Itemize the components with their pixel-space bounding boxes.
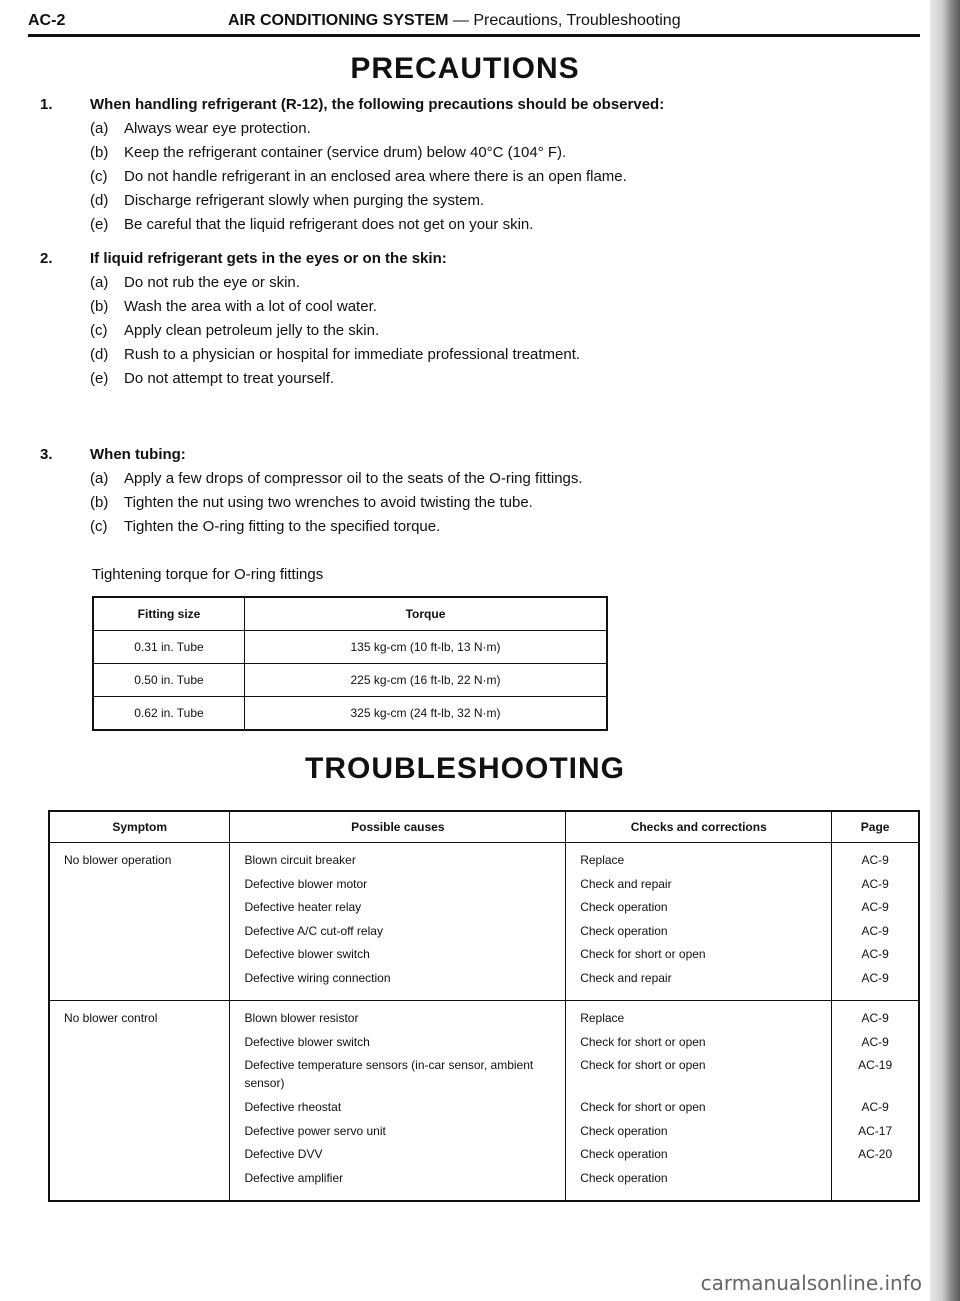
possible-cause: Blown blower resistor <box>244 1011 359 1025</box>
possible-cause: Defective wiring connection <box>244 970 391 985</box>
check-correction-cell <box>566 1001 832 1202</box>
item-text: Be careful that the liquid refrigerant does not get on your skin. <box>124 216 534 233</box>
page-header <box>28 12 920 36</box>
item-label: (c) <box>90 518 108 535</box>
item-text: Tighten the nut using two wrenches to avoid twisting the tube. <box>124 494 533 511</box>
torque-header-torque: Torque <box>245 597 608 631</box>
check-correction: Check for short or open <box>580 1058 706 1072</box>
watermark: carmanualsonline.info <box>700 1271 922 1295</box>
header-title-main: AIR CONDITIONING SYSTEM <box>228 12 449 29</box>
page-ref: AC-9 <box>861 900 889 914</box>
precaution-item <box>90 494 900 518</box>
check-correction: Check operation <box>580 1170 668 1185</box>
precaution-item <box>90 216 900 240</box>
precaution-item <box>90 274 900 298</box>
torque-fitting-size: 0.62 in. Tube <box>93 697 245 731</box>
possible-cause: Defective blower switch <box>244 947 370 961</box>
item-label: (b) <box>90 494 109 511</box>
symptom-group <box>49 1001 919 1202</box>
symptom-cell <box>49 843 230 1001</box>
torque-caption: Tightening torque for O-ring fittings <box>92 566 324 583</box>
torque-value: 135 kg-cm (10 ft-lb, 13 N·m) <box>245 631 608 664</box>
page-ref: AC-9 <box>861 947 889 961</box>
troubleshooting-body <box>49 843 919 1202</box>
torque-header-row <box>93 597 607 631</box>
possible-cause: Defective DVV <box>244 1147 323 1161</box>
check-correction: Check and repair <box>580 970 672 985</box>
item-text: Apply clean petroleum jelly to the skin. <box>124 322 380 339</box>
check-correction: Replace <box>580 1011 625 1025</box>
precaution-item <box>90 370 900 394</box>
page-ref: AC-9 <box>861 970 889 985</box>
header-title <box>228 12 681 30</box>
page-ref-cell <box>832 843 919 1001</box>
item-text: Do not attempt to treat yourself. <box>124 370 335 387</box>
item-label: (d) <box>90 346 109 363</box>
precaution-item <box>90 322 900 346</box>
section-number: 2. <box>40 250 53 267</box>
scan-edge-shadow <box>930 0 960 1301</box>
section-number: 1. <box>40 96 53 113</box>
possible-cause-cell <box>230 1001 566 1202</box>
item-text: Always wear eye protection. <box>124 120 311 137</box>
precaution-section <box>40 250 900 394</box>
page-ref: AC-9 <box>861 853 889 867</box>
check-correction: Check for short or open <box>580 1034 706 1049</box>
symptom-text: No blower control <box>64 1011 158 1025</box>
troubleshooting-heading: TROUBLESHOOTING <box>305 752 625 785</box>
possible-cause: Defective A/C cut-off relay <box>244 923 383 938</box>
section-title: If liquid refrigerant gets in the eyes or on the skin: <box>90 250 447 267</box>
section-heading <box>40 250 900 274</box>
torque-row <box>93 664 607 697</box>
item-label: (e) <box>90 370 109 387</box>
possible-cause: Defective heater relay <box>244 900 362 914</box>
symptom-cell <box>49 1001 230 1202</box>
possible-cause: Defective rheostat <box>244 1100 342 1114</box>
precaution-item <box>90 168 900 192</box>
item-label: (a) <box>90 120 109 137</box>
header-rule <box>28 34 920 37</box>
page-ref: AC-19 <box>858 1058 893 1072</box>
page-ref: AC-17 <box>858 1123 893 1138</box>
header-symptom: Symptom <box>49 811 230 843</box>
item-label: (c) <box>90 168 108 185</box>
troubleshooting-table <box>48 810 920 1202</box>
page-ref: AC-9 <box>861 923 889 938</box>
possible-cause: Defective amplifier <box>244 1170 344 1185</box>
possible-cause: Defective power servo unit <box>244 1123 386 1138</box>
header-subtitle: — Precautions, Troubleshooting <box>448 12 681 29</box>
possible-cause-cell <box>230 843 566 1001</box>
section-number: 3. <box>40 446 53 463</box>
torque-header-fitting: Fitting size <box>93 597 245 631</box>
item-label: (b) <box>90 144 109 161</box>
check-correction: Check and repair <box>580 876 672 891</box>
troubleshooting-header-row <box>49 811 919 843</box>
symptom-text: No blower operation <box>64 853 172 867</box>
item-label: (d) <box>90 192 109 209</box>
precautions-heading: PRECAUTIONS <box>350 52 580 85</box>
check-correction: Check operation <box>580 1123 668 1138</box>
item-label: (b) <box>90 298 109 315</box>
section-title: When handling refrigerant (R-12), the following precautions should be observed: <box>90 96 665 113</box>
item-label: (c) <box>90 322 108 339</box>
item-text: Wash the area with a lot of cool water. <box>124 298 377 315</box>
check-correction: Check operation <box>580 1147 668 1161</box>
item-text: Do not rub the eye or skin. <box>124 274 300 291</box>
symptom-group <box>49 843 919 1001</box>
check-correction: Check for short or open <box>580 1100 706 1114</box>
possible-cause: Blown circuit breaker <box>244 853 356 867</box>
precaution-section <box>40 446 900 542</box>
check-correction-cell <box>566 843 832 1001</box>
precaution-section <box>40 96 900 240</box>
precaution-item <box>90 470 900 494</box>
item-label: (a) <box>90 274 109 291</box>
check-correction: Replace <box>580 853 625 867</box>
precaution-item <box>90 120 900 144</box>
torque-fitting-size: 0.31 in. Tube <box>93 631 245 664</box>
page-ref: AC-9 <box>861 1100 889 1114</box>
header-checks: Checks and corrections <box>566 811 832 843</box>
page-ref: AC-20 <box>858 1147 893 1161</box>
precaution-item <box>90 346 900 370</box>
torque-row <box>93 631 607 664</box>
page-ref-cell <box>832 1001 919 1202</box>
item-text: Discharge refrigerant slowly when purging the system. <box>124 192 485 209</box>
torque-row <box>93 697 607 731</box>
torque-value: 325 kg-cm (24 ft-lb, 32 N·m) <box>245 697 608 731</box>
page-ref: AC-9 <box>861 1011 889 1025</box>
precaution-item <box>90 518 900 542</box>
item-text: Do not handle refrigerant in an enclosed area where there is an open flame. <box>124 168 627 185</box>
section-title: When tubing: <box>90 446 186 463</box>
item-label: (a) <box>90 470 109 487</box>
item-label: (e) <box>90 216 109 233</box>
item-text: Keep the refrigerant container (service drum) below 40°C (104° F). <box>124 144 567 161</box>
check-correction: Check operation <box>580 900 668 914</box>
item-text: Apply a few drops of compressor oil to the seats of the O-ring fittings. <box>124 470 583 487</box>
check-correction: Check for short or open <box>580 947 706 961</box>
torque-value: 225 kg-cm (16 ft-lb, 22 N·m) <box>245 664 608 697</box>
precaution-item <box>90 192 900 216</box>
header-page: Page <box>832 811 919 843</box>
check-correction: Check operation <box>580 923 668 938</box>
torque-fitting-size: 0.50 in. Tube <box>93 664 245 697</box>
precaution-item <box>90 144 900 168</box>
possible-cause: Defective blower motor <box>244 876 368 891</box>
possible-cause: Defective blower switch <box>244 1034 370 1049</box>
section-heading <box>40 446 900 470</box>
section-heading <box>40 96 900 120</box>
page-ref: AC-9 <box>861 1034 889 1049</box>
header-possible-causes: Possible causes <box>230 811 566 843</box>
page-ref <box>832 1169 918 1193</box>
torque-table <box>92 596 608 731</box>
item-text: Rush to a physician or hospital for immediate professional treatment. <box>124 346 581 363</box>
possible-cause: Defective temperature sensors (in-car sensor, ambient sensor) <box>244 1058 534 1090</box>
page-ref: AC-9 <box>861 876 889 891</box>
item-text: Tighten the O-ring fitting to the specified torque. <box>124 518 441 535</box>
precaution-item <box>90 298 900 322</box>
page-code: AC-2 <box>28 12 66 29</box>
